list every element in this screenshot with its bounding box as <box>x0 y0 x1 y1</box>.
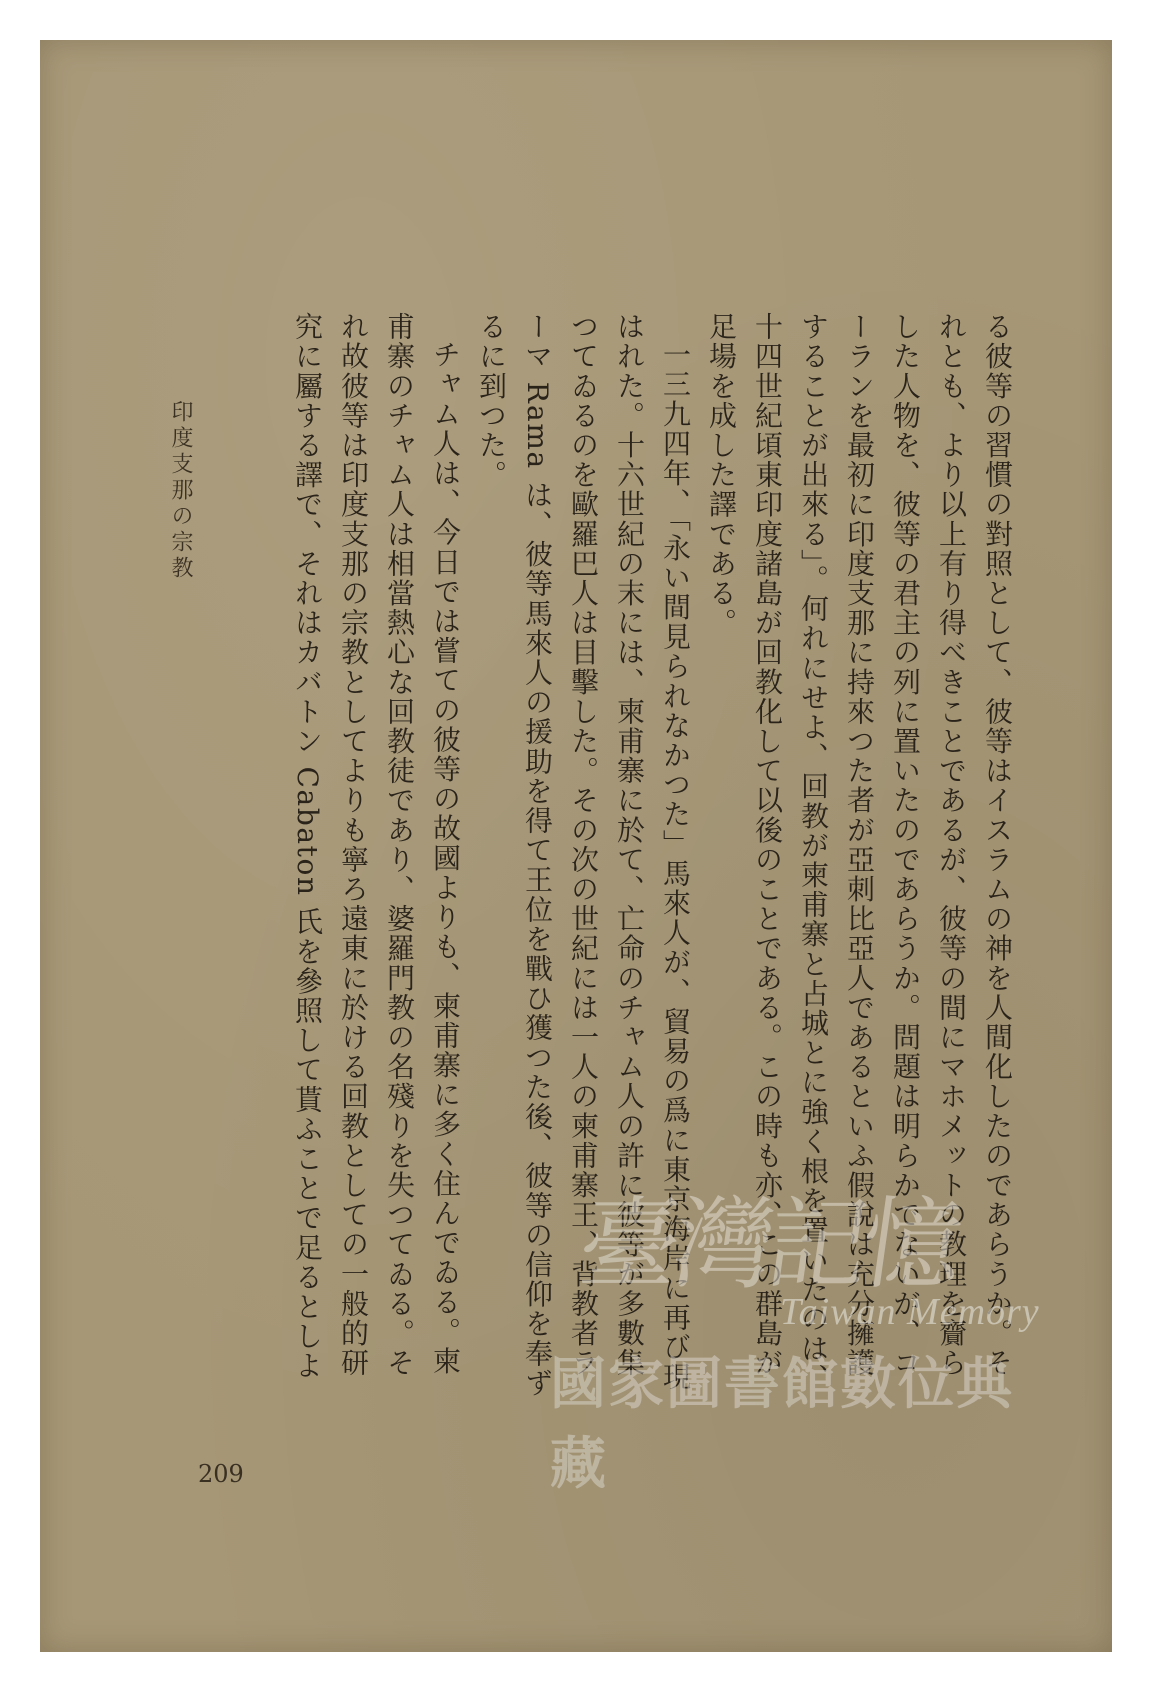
paragraph-2: 一三九四年、「永い間見られなかつた」馬來人が、貿易の爲に東京海岸に再び現はれた。十六世紀の末には、柬甫寨に於て、亡命のチャム人の許に彼等が多數集つてゐるのを歐羅巴人は目擊した。その次の世紀には一人の柬甫寨王、背教者ラーマ Rama は、彼等馬來人の援助を得て王位を戰ひ獲つた後、彼等の信仰を奉ずるに到つた。 <box>475 312 692 1398</box>
body-text <box>290 312 1020 1402</box>
watermark-institution: 國家圖書館數位典藏 <box>550 1352 1014 1497</box>
page-number: 209 <box>198 1460 244 1488</box>
scanned-page <box>40 40 1112 1652</box>
paragraph-3: チャム人は、今日では嘗ての彼等の故國よりも、柬甫寨に多く住んでゐる。柬甫寨のチャム人は相當熱心な回教徒であり、婆羅門教の名殘りを失つてゐる。それ故彼等は印度支那の宗教としてよりも寧ろ遠東に於ける回教としての一般的研究に屬する譯で、それはカバトン Cabaton 氏を參照して貰ふことで足るとしよ <box>291 312 462 1381</box>
running-head: 印度支那の宗教 <box>168 400 193 582</box>
watermark-english: Taiwan Memory <box>780 1291 1040 1333</box>
paragraph-1: る彼等の習慣の對照として、彼等はイスラムの神を人間化したのであらうか。それとも、より以上有り得べきことであるが、彼等の間にマホメットの教理を齎らした人物を、彼等の君主の列に置いたのであらうか。問題は明らかでないが、コーランを最初に印度支那に持來つた者が亞刺比亞人であるといふ假說は充分擁護することが出來る」。何れにせよ、回教が柬甫寨と占城とに強く根を置いたのは、十四世紀頃東印度諸島が回教化して以後のことである。この時も亦、この群島が足場を成した譯である。 <box>705 312 1014 1394</box>
watermark-logo: 臺灣記憶 <box>571 1186 965 1303</box>
